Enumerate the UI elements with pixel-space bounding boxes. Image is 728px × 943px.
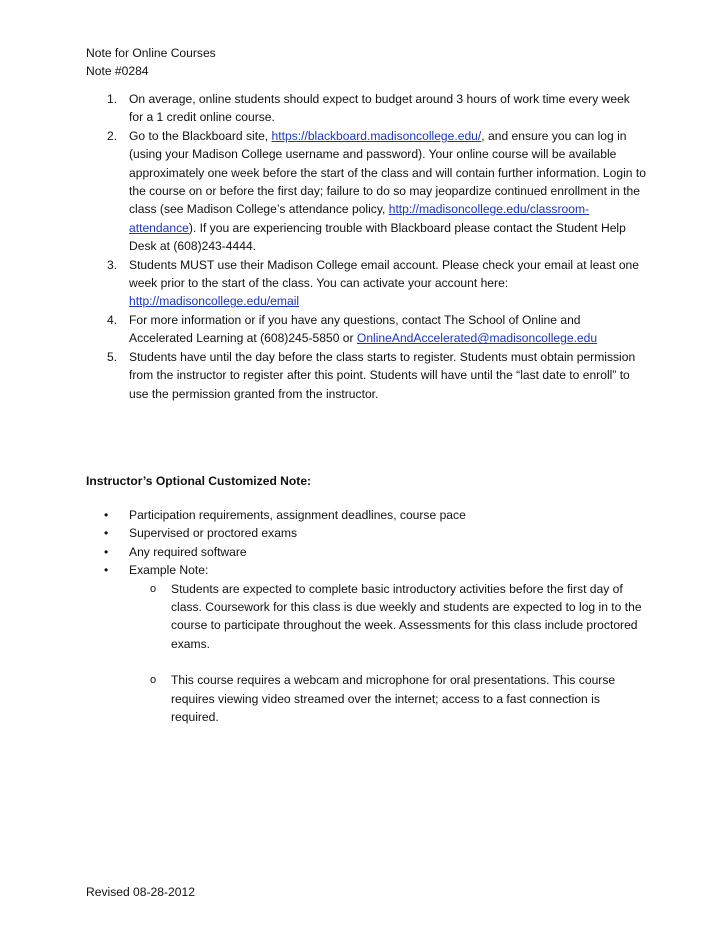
item-number: 4. [107, 312, 118, 327]
bullet-icon: • [104, 563, 109, 578]
item-text: Go to the Blackboard site, [129, 128, 272, 143]
list-item [86, 311, 646, 348]
item-text: Students MUST use their Madison College email account. Please check your email at least one week prior to the start of the class. You can activate your account here: [129, 257, 639, 291]
document-title: Note for Online Courses [86, 46, 216, 60]
note-number: Note #0284 [86, 64, 149, 78]
list-item [86, 127, 646, 256]
bullet-item [86, 543, 646, 561]
example-notes [129, 580, 646, 727]
item-text: On average, online students should expect to budget around 3 hours of work time every week for a 1 credit online course. [129, 92, 630, 125]
bullet-item [86, 524, 646, 542]
contact-email-link[interactable]: OnlineAndAccelerated@madisoncollege.edu [356, 331, 598, 346]
list-item [86, 90, 646, 127]
bullet-icon: • [104, 508, 109, 522]
example-item [129, 580, 646, 654]
item-number: 3. [107, 257, 118, 272]
email-activation-link[interactable]: http://madisoncollege.edu/email [129, 294, 300, 309]
example-text: Students are expected to complete basic introductory activities before the first day of class. Coursework for this class is due weekly and students are expected to log in to the course to participate throughout the week. Assessments for this class include proctored exams. [171, 581, 642, 651]
item-number: 2. [107, 128, 118, 143]
item-text: Students have until the day before the class starts to register. Students must obtain permission from the instructor to register after this point. Students will have until the “last date to enroll” to use the permission granted from the instructor. [129, 349, 636, 401]
bullet-icon: • [104, 544, 109, 559]
blackboard-link[interactable]: https://blackboard.madisoncollege.edu/ [271, 128, 482, 143]
example-item [129, 671, 646, 726]
instructor-bullets [86, 506, 646, 726]
list-item [86, 256, 646, 311]
attendance-policy-link[interactable]: http://madisoncollege.edu/classroom-attendance [129, 202, 590, 235]
instructor-note-heading: Instructor’s Optional Customized Note: [86, 474, 312, 488]
bullet-icon: • [104, 526, 109, 541]
bullet-text: Any required software [129, 544, 247, 559]
bullet-text: Participation requirements, assignment deadlines, course pace [129, 508, 466, 522]
list-item [86, 348, 646, 403]
item-text: For more information or if you have any questions, contact The School of Online and Accelerated Learning at (608)245-5850 or [129, 312, 581, 346]
bullet-item [86, 506, 646, 524]
sub-bullet-icon: o [150, 582, 157, 595]
revision-footer: Revised 08-28-2012 [86, 885, 195, 899]
item-text: ). If you are experiencing trouble with Blackboard please contact the Student Help Desk at (608)243-4444. [129, 220, 626, 254]
bullet-text: Example Note: [129, 563, 209, 578]
instructions-list [86, 90, 646, 403]
bullet-text: Supervised or proctored exams [129, 526, 298, 541]
sub-bullet-icon: o [150, 674, 157, 687]
item-number: 5. [107, 349, 118, 364]
bullet-item [86, 561, 646, 726]
item-number: 1. [107, 92, 118, 106]
item-text: , and ensure you can log in (using your Madison College username and password). Your online course will be available approximately one week before the start of the class and will contain further information. Login to the course on or before the first day; failure to do so may jeopardize continued enrollment in the class (see Madison College’s attendance policy, [129, 128, 646, 217]
example-text: This course requires a webcam and microphone for oral presentations. This course requires viewing video streamed over the internet; access to a fast connection is required. [171, 673, 616, 725]
